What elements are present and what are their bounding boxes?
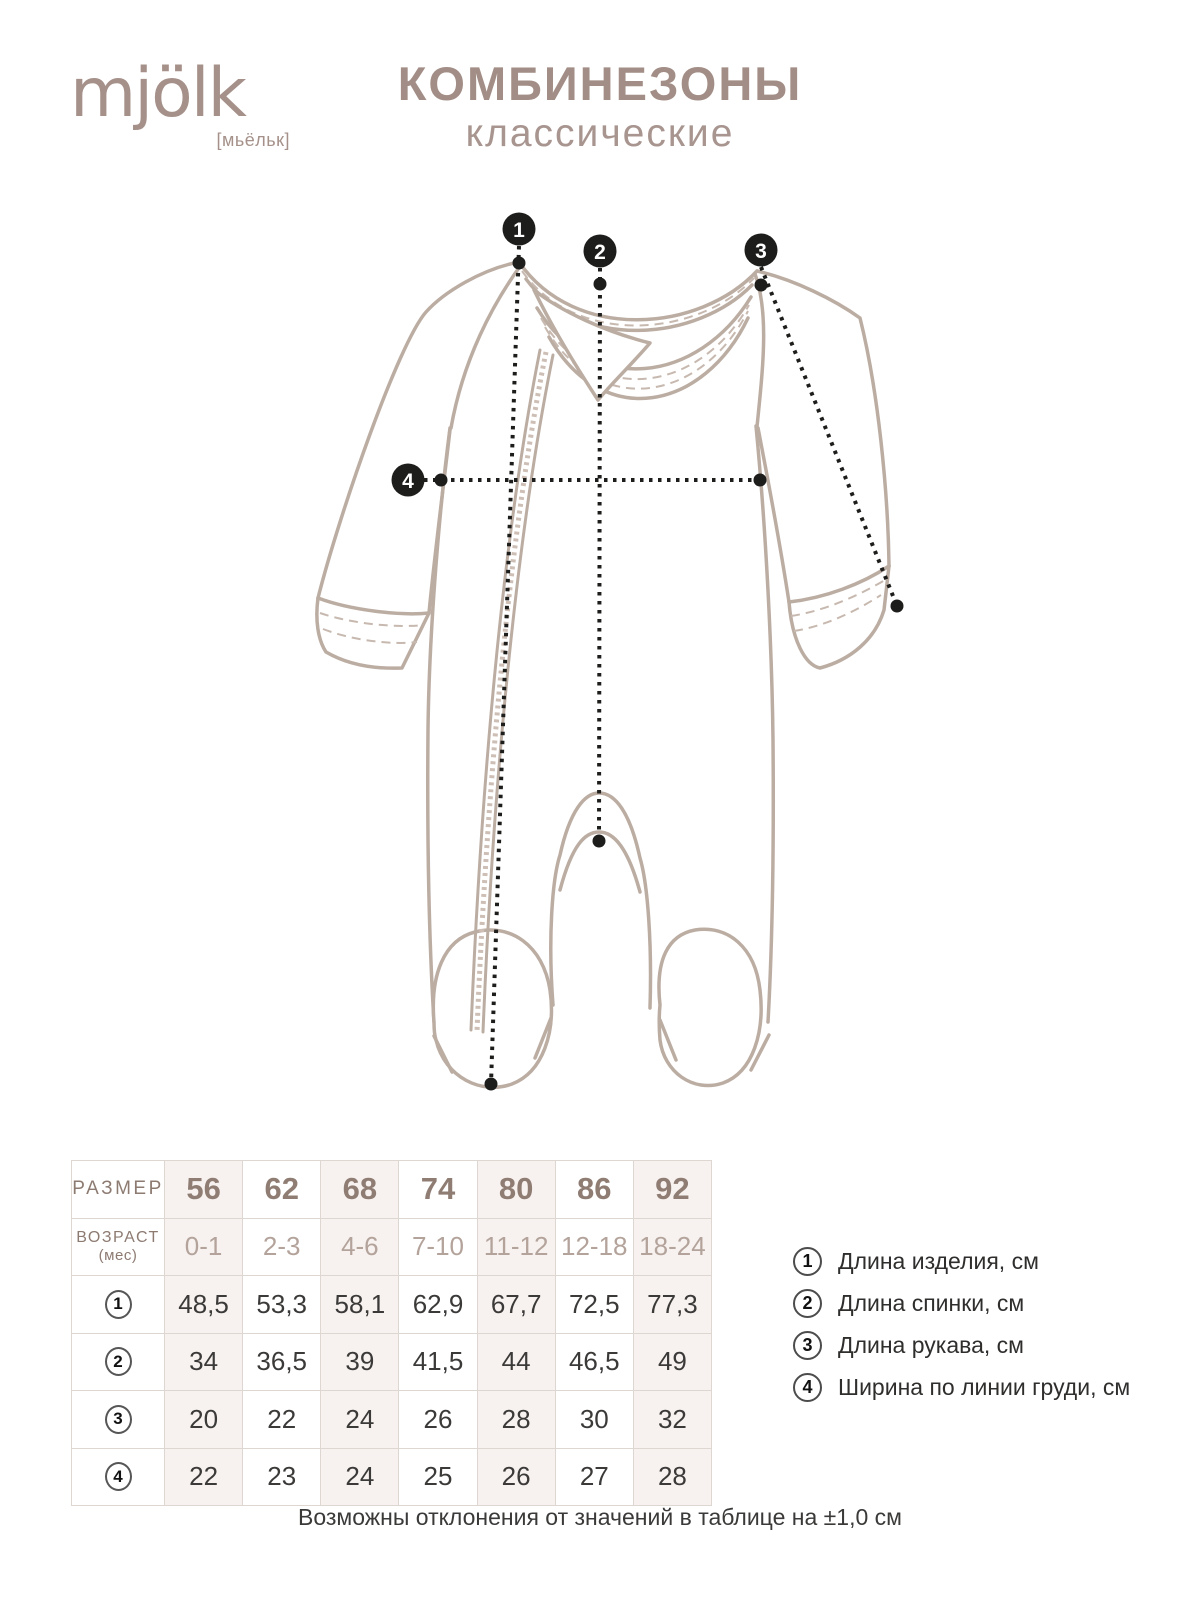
svg-text:2: 2 (594, 241, 606, 264)
measure-cell (634, 1391, 711, 1448)
measure-value: 28 (657, 1461, 687, 1492)
age-value: 12-18 (561, 1231, 628, 1262)
measure-cell (556, 1276, 634, 1333)
romper-diagram (250, 180, 950, 1120)
svg-text:4: 4 (402, 470, 414, 493)
table-row-measure-1 (72, 1276, 711, 1334)
measurements-legend (793, 1247, 1130, 1402)
measure-value: 41,5 (412, 1346, 464, 1377)
legend-label: Ширина по линии груди, см (838, 1374, 1131, 1400)
measure-cell (321, 1391, 399, 1448)
measure-cell (243, 1449, 321, 1506)
size-value: 80 (498, 1171, 534, 1207)
measure-cell (321, 1334, 399, 1391)
garment-drawing (317, 262, 889, 1087)
age-value: 18-24 (639, 1231, 706, 1262)
measure-value: 72,5 (568, 1288, 620, 1319)
measure-row-label (72, 1334, 165, 1391)
age-value: 11-12 (483, 1231, 549, 1262)
measure-cell (165, 1449, 243, 1506)
age-cell (634, 1219, 711, 1276)
legend-label: Длина спинки, см (838, 1290, 1025, 1316)
size-value: 56 (186, 1171, 221, 1207)
measure-cell (478, 1449, 556, 1506)
placket-flap (534, 290, 650, 400)
legend-item-2 (793, 1289, 1130, 1318)
age-value: 0-1 (184, 1231, 223, 1262)
measure-value: 30 (579, 1403, 609, 1434)
size-value: 74 (420, 1171, 456, 1207)
age-label-unit: (мес) (98, 1247, 138, 1265)
size-value: 68 (342, 1171, 378, 1207)
measure-cell (556, 1391, 634, 1448)
measure-cell (165, 1334, 243, 1391)
page-title: КОМБИНЕЗОНЫ (397, 57, 803, 110)
measure-value: 26 (501, 1461, 531, 1492)
right-foot (659, 929, 761, 1085)
table-row-age (72, 1219, 711, 1277)
measure-cell (634, 1334, 711, 1391)
measure-value: 39 (345, 1346, 375, 1377)
legend-circled-number: 4 (793, 1373, 822, 1402)
brand-block (70, 54, 290, 151)
measure-value: 36,5 (256, 1346, 308, 1377)
measure-value: 23 (267, 1461, 297, 1492)
measure-cell (165, 1276, 243, 1333)
size-cell (478, 1161, 556, 1218)
measure-cell (321, 1276, 399, 1333)
size-cell (399, 1161, 477, 1218)
age-cell (243, 1219, 321, 1276)
age-cell (399, 1219, 477, 1276)
age-cell (165, 1219, 243, 1276)
size-label-text: РАЗМЕР (72, 1178, 164, 1200)
size-cell (243, 1161, 321, 1218)
measure-cell (634, 1449, 711, 1506)
svg-text:3: 3 (755, 240, 767, 263)
size-cell (321, 1161, 399, 1218)
measure-cell (634, 1276, 711, 1333)
measure-cell (243, 1276, 321, 1333)
measure-row-label (72, 1391, 165, 1448)
svg-text:1: 1 (513, 219, 525, 242)
measure-value: 27 (579, 1461, 609, 1492)
size-value: 62 (264, 1171, 299, 1207)
measure-value: 22 (189, 1461, 219, 1492)
measure-cell (399, 1391, 477, 1448)
age-row-label (72, 1219, 165, 1276)
measure-value: 24 (345, 1403, 375, 1434)
measure-cell (478, 1276, 556, 1333)
table-row-size (72, 1161, 711, 1219)
measure-value: 46,5 (568, 1346, 620, 1377)
measure-value: 77,3 (647, 1288, 698, 1319)
measure-cell (556, 1334, 634, 1391)
legend-circled-number: 3 (793, 1331, 822, 1360)
measure-value: 49 (657, 1346, 687, 1377)
circled-number: 3 (105, 1405, 132, 1434)
zipper (471, 350, 553, 1032)
age-cell (478, 1219, 556, 1276)
age-value: 4-6 (341, 1231, 379, 1262)
size-table (71, 1160, 712, 1506)
measure-cell (165, 1391, 243, 1448)
measure-value: 34 (189, 1346, 219, 1377)
measure-value: 44 (501, 1346, 531, 1377)
age-cell (321, 1219, 399, 1276)
measure-value: 53,3 (256, 1288, 308, 1319)
age-value: 7-10 (411, 1231, 465, 1262)
brand-logo-transcription: [мьёльк] (216, 130, 290, 150)
measure-cell (478, 1334, 556, 1391)
table-row-measure-4 (72, 1449, 711, 1506)
measure-value: 67,7 (490, 1288, 542, 1319)
legend-circled-number: 1 (793, 1247, 822, 1276)
measure-cell (399, 1449, 477, 1506)
tolerance-note: Возможны отклонения от значений в таблице на ±1,0 см (298, 1504, 902, 1530)
legend-circled-number: 2 (793, 1289, 822, 1318)
age-cell (556, 1219, 634, 1276)
measure-cell (478, 1391, 556, 1448)
legend-item-4 (793, 1373, 1130, 1402)
measure-value: 24 (345, 1461, 375, 1492)
measure-value: 28 (501, 1403, 531, 1434)
brand-logo: mjölk (70, 54, 246, 133)
measure-cell (243, 1391, 321, 1448)
age-value: 2-3 (262, 1231, 301, 1262)
table-row-measure-2 (72, 1334, 711, 1392)
measure-row-label (72, 1449, 165, 1506)
measure-value: 48,5 (178, 1288, 229, 1319)
measure-cell (399, 1276, 477, 1333)
measure-value: 25 (423, 1461, 453, 1492)
measure-cell (556, 1449, 634, 1506)
page-subtitle: классические (465, 112, 735, 155)
measure-cell (243, 1334, 321, 1391)
measure-row-label (72, 1276, 165, 1333)
legend-label: Длина рукава, см (838, 1332, 1024, 1358)
size-cell (165, 1161, 243, 1218)
measure-value: 62,9 (412, 1288, 464, 1319)
size-cell (634, 1161, 711, 1218)
measure-value: 26 (423, 1403, 453, 1434)
table-row-measure-3 (72, 1391, 711, 1449)
age-label-text: ВОЗРАСТ (76, 1229, 160, 1247)
circled-number: 4 (105, 1462, 132, 1491)
size-value: 92 (655, 1171, 690, 1207)
measure-value: 22 (267, 1403, 297, 1434)
circled-number: 2 (105, 1347, 132, 1376)
size-cell (556, 1161, 634, 1218)
circled-number: 1 (105, 1290, 132, 1319)
size-row-label (72, 1161, 165, 1218)
measure-cell (399, 1334, 477, 1391)
measure-value: 58,1 (334, 1288, 386, 1319)
left-foot (433, 930, 551, 1087)
size-value: 86 (577, 1171, 612, 1207)
legend-label: Длина изделия, см (838, 1248, 1039, 1274)
measure-value: 32 (657, 1403, 687, 1434)
measure-cell (321, 1449, 399, 1506)
legend-item-3 (793, 1331, 1130, 1360)
measure-value: 20 (189, 1403, 219, 1434)
legend-item-1 (793, 1247, 1130, 1276)
